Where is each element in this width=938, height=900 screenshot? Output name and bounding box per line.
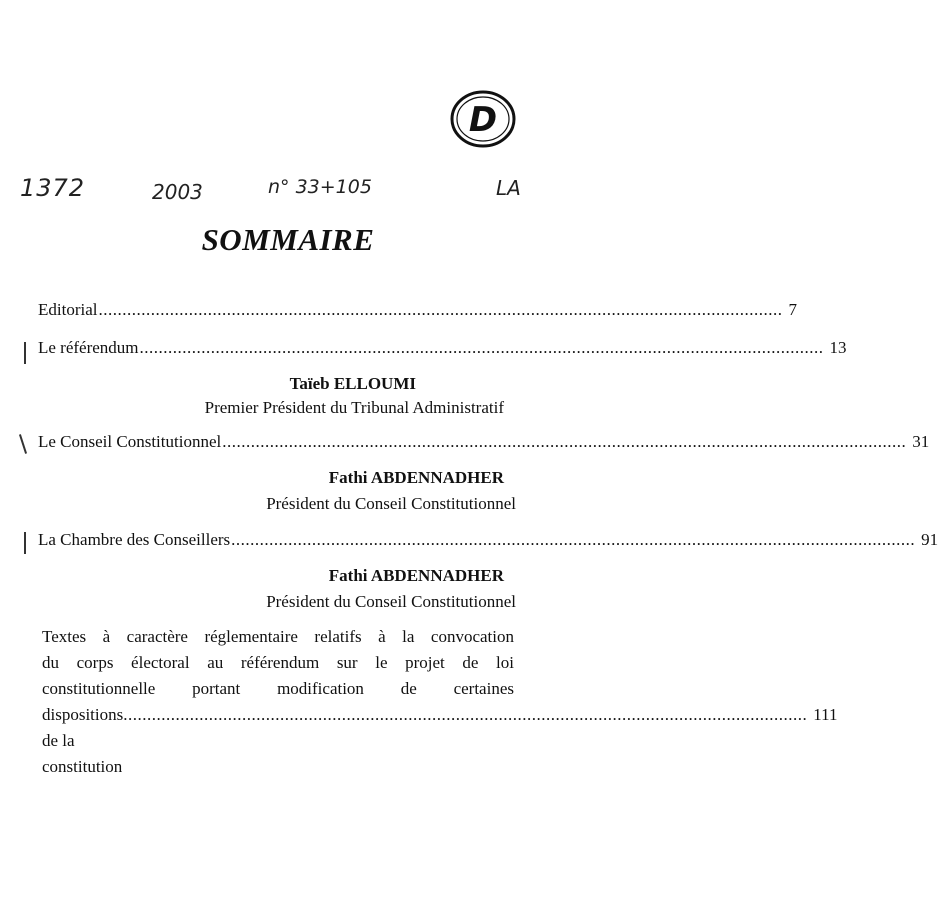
- toc-entry-page: 7: [788, 300, 797, 319]
- toc-entry-page: 91: [921, 530, 938, 549]
- handwritten-note-right: LA: [496, 176, 521, 200]
- stamp-d-logo: [448, 88, 518, 150]
- toc-leader-dots: ................................................................................................................................................: [222, 432, 907, 451]
- toc-entry-page: 31: [912, 432, 930, 451]
- toc-entry-textes-reglementaires[interactable]: [42, 624, 838, 780]
- author-name: Fathi ABDENNADHER: [328, 566, 504, 585]
- page-title: SOMMAIRE: [201, 222, 375, 257]
- handwritten-note-issue: n° 33+105: [268, 176, 372, 198]
- toc-leader-dots: ................................................................................................................................................: [231, 530, 916, 549]
- toc-entry-page: 13: [829, 338, 847, 357]
- toc-entry-label: La Chambre des Conseillers: [38, 530, 231, 549]
- toc-entry-referendum[interactable]: [38, 338, 847, 362]
- toc-entry-last-line: [42, 702, 838, 780]
- toc-entry-label: Editorial: [38, 300, 98, 319]
- toc-entry-text-line: constitutionnelle portant modification de certaines: [42, 679, 514, 698]
- toc-entry-label: Le référendum: [38, 338, 139, 357]
- stamp-letter: D: [468, 100, 498, 140]
- handwritten-note-left: 1372: [20, 174, 86, 202]
- margin-tick-mark: [19, 434, 27, 454]
- author-title: Premier Président du Tribunal Administratif: [204, 398, 504, 417]
- toc-leader-dots: ................................................................................................................................................: [98, 300, 783, 319]
- toc-entry-chambre-des-conseillers[interactable]: [38, 530, 938, 554]
- author-name: Taïeb ELLOUMI: [289, 374, 416, 393]
- toc-entry-page: 111: [813, 705, 838, 724]
- toc-entry-text-line: du corps électoral au référendum sur le projet de loi: [42, 653, 514, 672]
- toc-entry-label: dispositions de la constitution: [42, 705, 124, 776]
- author-name: Fathi ABDENNADHER: [328, 468, 504, 487]
- author-title: Président du Conseil Constitutionnel: [266, 592, 516, 611]
- toc-leader-dots: ................................................................................................................................................: [139, 338, 824, 357]
- toc-entry-editorial[interactable]: [38, 300, 797, 324]
- margin-tick-mark: [24, 342, 26, 364]
- toc-entry-text-line: Textes à caractère réglementaire relatifs à la convocation: [42, 627, 514, 646]
- handwritten-note-year: 2003: [152, 180, 203, 204]
- toc-leader-dots: ................................................................................................................................................: [123, 705, 808, 724]
- margin-tick-mark: [24, 532, 26, 554]
- author-title: Président du Conseil Constitutionnel: [266, 494, 516, 513]
- toc-entry-label: Le Conseil Constitutionnel: [38, 432, 222, 451]
- toc-entry-conseil-constitutionnel[interactable]: [38, 432, 930, 456]
